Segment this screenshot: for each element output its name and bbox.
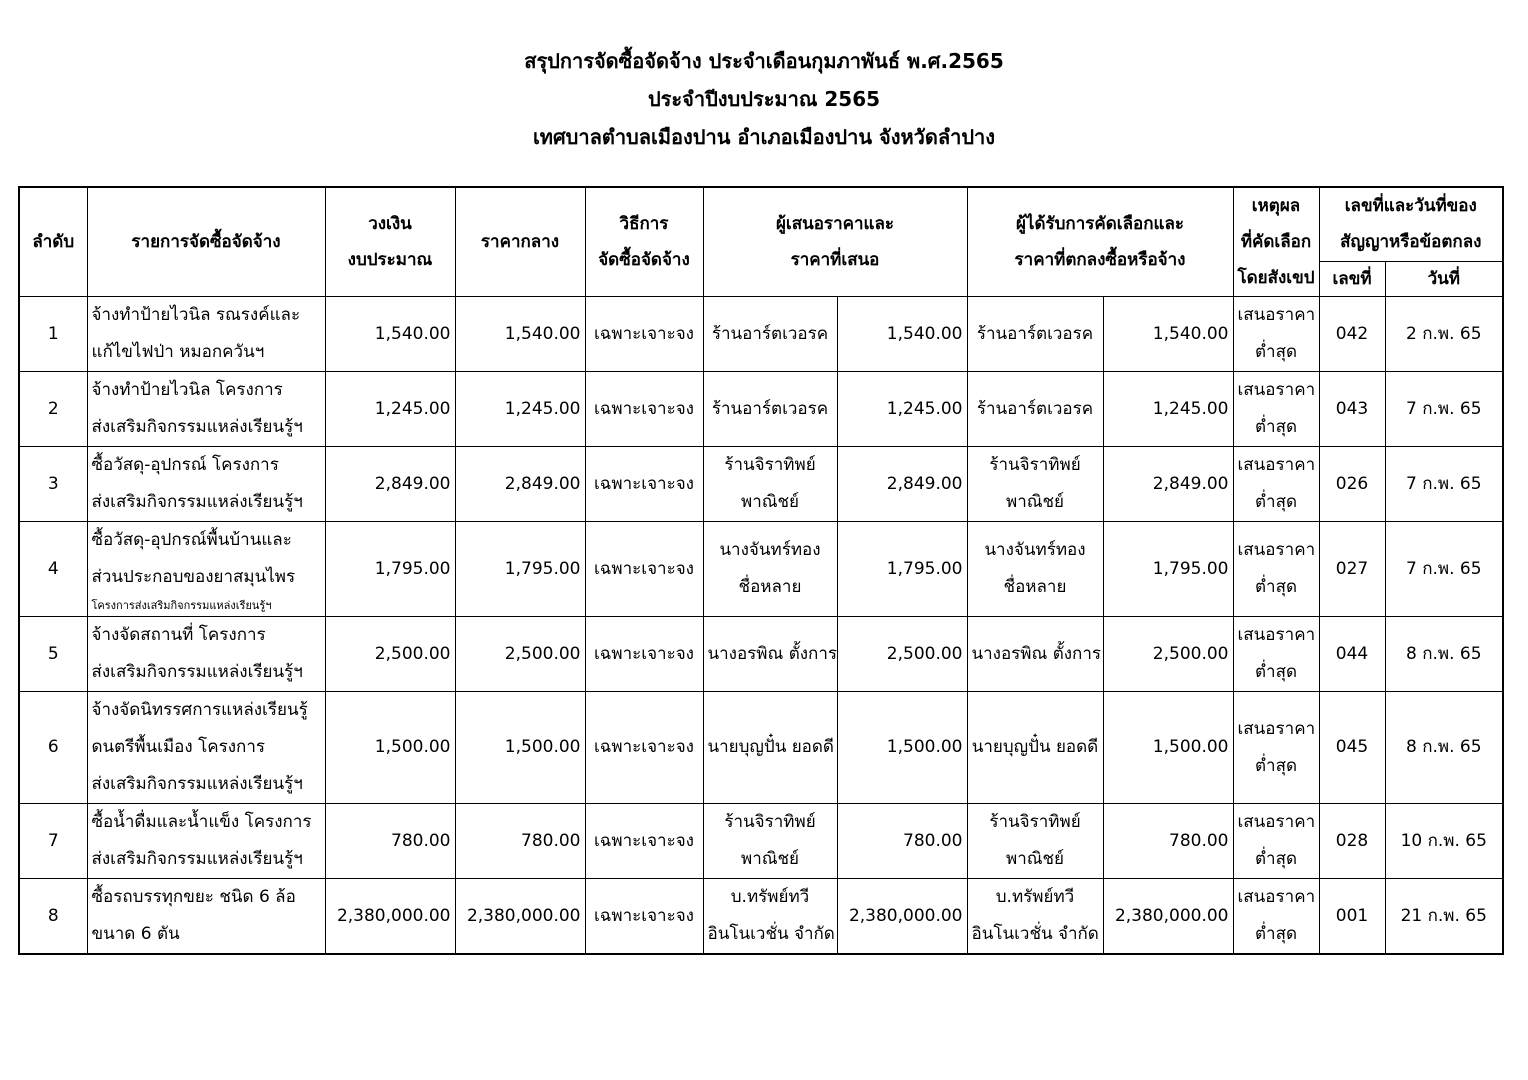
row-bidder	[703, 879, 837, 955]
table-body	[19, 297, 1503, 955]
header-contract-no: เลขที่	[1319, 261, 1385, 296]
row-item-text: ขนาด 6 ตัน	[91, 924, 180, 944]
row-bidder-text: ร้านอาร์ตเวอรค	[711, 398, 829, 419]
row-contract-no-text: 045	[1335, 737, 1369, 757]
row-bidder-text: ร้านจิราทิพย์	[724, 812, 816, 832]
row-median-price-text: 1,500.00	[504, 737, 581, 757]
row-contract-date	[1385, 297, 1503, 372]
row-winner-text: พาณิชย์	[1005, 492, 1065, 512]
row-contract-no	[1319, 447, 1385, 522]
table-row	[19, 522, 1503, 617]
row-median-price	[455, 692, 585, 804]
row-contract-no	[1319, 372, 1385, 447]
row-median-price	[455, 879, 585, 955]
row-contract-no	[1319, 692, 1385, 804]
row-reason-text: เสนอราคา	[1237, 455, 1316, 475]
table-header	[19, 187, 1503, 297]
table-row	[19, 617, 1503, 692]
row-winner-text: อินโนเวชั่น จำกัด	[971, 924, 1099, 944]
row-no	[19, 297, 87, 372]
row-item-text: จ้างทำป้ายไวนิล โครงการ	[91, 380, 283, 400]
table-row	[19, 372, 1503, 447]
row-budget-text: 2,849.00	[374, 473, 451, 494]
row-reason-text: ต่ำสุด	[1254, 492, 1297, 512]
row-item-note: โครงการส่งเสริมกิจกรรมแหล่งเรียนรู้ฯ	[91, 599, 272, 612]
row-win-price-text: 2,849.00	[1152, 473, 1229, 494]
row-winner-text: ร้านอาร์ตเวอรค	[976, 398, 1094, 419]
row-win-price-text: 780.00	[1169, 830, 1229, 851]
row-median-price-text: 2,380,000.00	[466, 905, 581, 926]
row-median-price	[455, 522, 585, 617]
row-median-price-text: 1,245.00	[504, 398, 581, 419]
row-budget-text: 2,500.00	[374, 643, 451, 664]
header-budget: วงเงิน งบประมาณ	[325, 187, 455, 297]
row-median-price-text: 1,795.00	[504, 558, 581, 579]
row-method-text: เฉพาะเจาะจง	[594, 905, 694, 926]
organization: เทศบาลตำบลเมืองปาน อำเภอเมืองปาน จังหวัดลำปาง	[532, 125, 996, 149]
row-contract-date-text: 8 ก.พ. 65	[1405, 737, 1482, 757]
row-median-price-text: 1,540.00	[504, 323, 581, 344]
row-contract-date-text: 21 ก.พ. 65	[1400, 905, 1487, 926]
row-contract-no	[1319, 297, 1385, 372]
fiscal-year: ประจำปีงบประมาณ 2565	[647, 87, 881, 111]
row-contract-date	[1385, 447, 1503, 522]
row-bid-price	[837, 297, 967, 372]
row-no	[19, 447, 87, 522]
row-winner-text: ร้านจิราทิพย์	[989, 812, 1081, 832]
row-winner	[967, 372, 1103, 447]
row-method	[585, 297, 703, 372]
row-reason-text: ต่ำสุด	[1254, 662, 1297, 682]
row-contract-date-text: 7 ก.พ. 65	[1405, 398, 1482, 419]
row-no-text: 4	[47, 558, 59, 579]
row-median-price	[455, 297, 585, 372]
row-win-price	[1103, 372, 1233, 447]
row-reason	[1233, 447, 1319, 522]
row-bidder	[703, 522, 837, 617]
row-reason-text: เสนอราคา	[1237, 625, 1316, 645]
row-winner	[967, 879, 1103, 955]
row-winner-text: บ.ทรัพย์ทวี	[995, 887, 1075, 907]
document-title: สรุปการจัดซื้อจัดจ้าง ประจำเดือนกุมภาพันธ์ พ.ศ.2565	[524, 49, 1004, 73]
row-contract-date	[1385, 692, 1503, 804]
row-method	[585, 879, 703, 955]
header-contract-date: วันที่	[1385, 261, 1503, 296]
row-contract-date-text: 7 ก.พ. 65	[1405, 558, 1482, 579]
row-no-text: 5	[47, 643, 59, 664]
row-reason	[1233, 879, 1319, 955]
row-median-price	[455, 447, 585, 522]
row-contract-no-text: 027	[1335, 558, 1369, 579]
row-item-text: ซื้อรถบรรทุกขยะ ชนิด 6 ล้อ	[91, 887, 296, 907]
row-bidder-text: นางอรพิณ ตั้งการ	[707, 643, 838, 664]
header-reason: เหตุผล ที่คัดเลือก โดยสังเขป	[1233, 187, 1319, 297]
row-bid-price-text: 2,849.00	[886, 473, 963, 494]
row-win-price-text: 2,380,000.00	[1114, 905, 1229, 926]
procurement-table	[18, 186, 1504, 955]
row-contract-date	[1385, 617, 1503, 692]
row-reason-text: เสนอราคา	[1237, 305, 1316, 325]
row-method-text: เฉพาะเจาะจง	[594, 398, 694, 419]
row-winner	[967, 692, 1103, 804]
row-winner	[967, 297, 1103, 372]
row-bid-price-text: 1,540.00	[886, 323, 963, 344]
row-bidder	[703, 617, 837, 692]
row-median-price	[455, 617, 585, 692]
row-bid-price	[837, 879, 967, 955]
row-win-price	[1103, 879, 1233, 955]
row-win-price-text: 2,500.00	[1152, 643, 1229, 664]
row-winner-text: ร้านอาร์ตเวอรค	[976, 323, 1094, 344]
row-winner-text: ชื่อหลาย	[1003, 577, 1067, 597]
row-budget-text: 780.00	[391, 830, 451, 851]
row-budget	[325, 879, 455, 955]
row-winner-text: ร้านจิราทิพย์	[989, 455, 1081, 475]
row-bidder-text: พาณิชย์	[740, 492, 800, 512]
row-win-price	[1103, 617, 1233, 692]
row-median-price-text: 2,849.00	[504, 473, 581, 494]
row-contract-date-text: 10 ก.พ. 65	[1400, 830, 1487, 851]
row-bidder	[703, 804, 837, 879]
row-winner-text: นายบุญปั๋น ยอดดี	[971, 737, 1099, 757]
row-reason-text: ต่ำสุด	[1254, 924, 1297, 944]
row-item-text: ดนตรีพื้นเมือง โครงการ	[91, 737, 265, 757]
row-median-price-text: 780.00	[521, 830, 581, 851]
row-win-price-text: 1,540.00	[1152, 323, 1229, 344]
row-budget	[325, 372, 455, 447]
row-bidder-text: พาณิชย์	[740, 849, 800, 869]
header-item: รายการจัดซื้อจัดจ้าง	[87, 187, 325, 297]
row-method	[585, 372, 703, 447]
row-no	[19, 804, 87, 879]
row-bidder-text: ชื่อหลาย	[738, 577, 802, 597]
row-no-text: 3	[47, 473, 59, 494]
row-budget-text: 1,245.00	[374, 398, 451, 419]
row-budget-text: 1,500.00	[374, 737, 451, 757]
row-item-text: ส่งเสริมกิจกรรมแหล่งเรียนรู้ฯ	[91, 417, 303, 437]
row-bidder-text: ร้านจิราทิพย์	[724, 455, 816, 475]
row-contract-no	[1319, 617, 1385, 692]
row-reason-text: เสนอราคา	[1237, 718, 1316, 739]
row-item	[87, 804, 325, 879]
row-no	[19, 879, 87, 955]
row-budget	[325, 297, 455, 372]
row-contract-no-text: 042	[1335, 323, 1369, 344]
row-bidder	[703, 297, 837, 372]
row-contract-date-text: 2 ก.พ. 65	[1405, 323, 1482, 344]
row-winner	[967, 804, 1103, 879]
row-reason-text: เสนอราคา	[1237, 812, 1316, 832]
table-row	[19, 447, 1503, 522]
table-row	[19, 804, 1503, 879]
row-item-text: ส่วนประกอบของยาสมุนไพร	[91, 567, 296, 587]
row-item-text: แก้ไขไฟป่า หมอกควันฯ	[91, 342, 265, 362]
row-item-text: ส่งเสริมกิจกรรมแหล่งเรียนรู้ฯ	[91, 492, 303, 512]
row-bid-price	[837, 692, 967, 804]
row-win-price	[1103, 297, 1233, 372]
table-row	[19, 692, 1503, 804]
row-winner	[967, 522, 1103, 617]
row-budget-text: 1,795.00	[374, 558, 451, 579]
row-budget	[325, 804, 455, 879]
row-bid-price	[837, 617, 967, 692]
row-winner-text: พาณิชย์	[1005, 849, 1065, 869]
row-reason	[1233, 297, 1319, 372]
row-item	[87, 692, 325, 804]
row-method	[585, 804, 703, 879]
row-bidder-text: บ.ทรัพย์ทวี	[730, 887, 810, 907]
row-winner	[967, 447, 1103, 522]
row-contract-no-text: 043	[1335, 398, 1369, 419]
row-reason-text: ต่ำสุด	[1254, 755, 1297, 776]
row-reason	[1233, 617, 1319, 692]
row-winner-text: นางจันทร์ทอง	[984, 540, 1086, 560]
row-bid-price-text: 2,380,000.00	[848, 905, 963, 926]
header-contract: เลขที่และวันที่ของ สัญญาหรือข้อตกลง	[1319, 187, 1503, 261]
row-bid-price	[837, 372, 967, 447]
row-budget	[325, 617, 455, 692]
row-reason	[1233, 522, 1319, 617]
row-budget	[325, 522, 455, 617]
row-budget-text: 2,380,000.00	[336, 905, 451, 926]
row-contract-no-text: 026	[1335, 473, 1369, 494]
row-bidder-text: นางจันทร์ทอง	[719, 540, 821, 560]
row-median-price	[455, 804, 585, 879]
row-bid-price-text: 2,500.00	[886, 643, 963, 664]
row-item	[87, 522, 325, 617]
row-contract-date	[1385, 522, 1503, 617]
row-contract-date	[1385, 372, 1503, 447]
row-bid-price	[837, 447, 967, 522]
row-contract-no-text: 044	[1335, 643, 1369, 664]
row-budget	[325, 447, 455, 522]
row-no-text: 8	[47, 905, 59, 926]
header-median-price: ราคากลาง	[455, 187, 585, 297]
row-bidder-text: นายบุญปั๋น ยอดดี	[707, 737, 834, 757]
row-winner	[967, 617, 1103, 692]
row-no-text: 7	[47, 830, 59, 851]
row-reason-text: เสนอราคา	[1237, 540, 1316, 560]
row-item	[87, 297, 325, 372]
row-bidder-text: ร้านอาร์ตเวอรค	[711, 323, 829, 344]
row-contract-date-text: 7 ก.พ. 65	[1405, 473, 1482, 494]
row-method-text: เฉพาะเจาะจง	[594, 737, 694, 757]
row-reason-text: ต่ำสุด	[1254, 577, 1297, 597]
row-item-text: ส่งเสริมกิจกรรมแหล่งเรียนรู้ฯ	[91, 849, 303, 869]
row-item-text: ซื้อน้ำดื่มและน้ำแข็ง โครงการ	[91, 812, 312, 832]
row-item	[87, 372, 325, 447]
row-reason	[1233, 372, 1319, 447]
row-contract-no-text: 028	[1335, 830, 1369, 851]
row-contract-date	[1385, 879, 1503, 955]
header-method: วิธีการ จัดซื้อจัดจ้าง	[585, 187, 703, 297]
row-item	[87, 447, 325, 522]
row-bidder	[703, 692, 837, 804]
row-win-price	[1103, 804, 1233, 879]
row-contract-no-text: 001	[1335, 905, 1369, 926]
row-budget-text: 1,540.00	[374, 323, 451, 344]
row-bid-price-text: 1,245.00	[886, 398, 963, 419]
row-contract-no	[1319, 804, 1385, 879]
row-item-text: จ้างทำป้ายไวนิล รณรงค์และ	[91, 305, 301, 325]
row-method-text: เฉพาะเจาะจง	[594, 323, 694, 344]
row-reason-text: ต่ำสุด	[1254, 849, 1297, 869]
row-median-price	[455, 372, 585, 447]
row-bidder-text: อินโนเวชั่น จำกัด	[707, 924, 835, 944]
row-method	[585, 447, 703, 522]
row-contract-date	[1385, 804, 1503, 879]
row-contract-no	[1319, 522, 1385, 617]
row-item-text: จ้างจัดนิทรรศการแหล่งเรียนรู้	[91, 700, 308, 720]
row-bid-price	[837, 804, 967, 879]
row-reason-text: ต่ำสุด	[1254, 342, 1297, 362]
row-method	[585, 617, 703, 692]
row-method-text: เฉพาะเจาะจง	[594, 473, 694, 494]
row-bid-price-text: 780.00	[903, 830, 963, 851]
row-item-text: จ้างจัดสถานที่ โครงการ	[91, 625, 266, 645]
row-reason	[1233, 692, 1319, 804]
row-bid-price	[837, 522, 967, 617]
row-item-text: ซื้อวัสดุ-อุปกรณ์พื้นบ้านและ	[91, 530, 292, 550]
row-win-price	[1103, 692, 1233, 804]
row-method-text: เฉพาะเจาะจง	[594, 643, 694, 664]
header-no: ลำดับ	[19, 187, 87, 297]
document-header	[0, 42, 1528, 156]
table-row	[19, 297, 1503, 372]
row-bid-price-text: 1,795.00	[886, 558, 963, 579]
row-no-text: 2	[47, 398, 59, 419]
row-win-price-text: 1,500.00	[1152, 737, 1229, 757]
header-winner: ผู้ได้รับการคัดเลือกและ ราคาที่ตกลงซื้อหรือจ้าง	[967, 187, 1233, 297]
row-no	[19, 617, 87, 692]
row-winner-text: นางอรพิณ ตั้งการ	[971, 643, 1102, 664]
row-method-text: เฉพาะเจาะจง	[594, 558, 694, 579]
row-win-price	[1103, 522, 1233, 617]
row-method	[585, 692, 703, 804]
row-no-text: 6	[47, 737, 59, 757]
row-bidder	[703, 372, 837, 447]
row-bidder	[703, 447, 837, 522]
row-method-text: เฉพาะเจาะจง	[594, 830, 694, 851]
row-win-price-text: 1,795.00	[1152, 558, 1229, 579]
row-reason-text: เสนอราคา	[1237, 887, 1316, 907]
row-win-price-text: 1,245.00	[1152, 398, 1229, 419]
row-reason-text: ต่ำสุด	[1254, 417, 1297, 437]
row-bid-price-text: 1,500.00	[886, 737, 963, 757]
header-bidder: ผู้เสนอราคาและ ราคาที่เสนอ	[703, 187, 967, 297]
row-no	[19, 372, 87, 447]
row-item	[87, 617, 325, 692]
table-row	[19, 879, 1503, 955]
row-win-price	[1103, 447, 1233, 522]
row-no	[19, 522, 87, 617]
row-median-price-text: 2,500.00	[504, 643, 581, 664]
row-reason	[1233, 804, 1319, 879]
row-item	[87, 879, 325, 955]
row-reason-text: เสนอราคา	[1237, 380, 1316, 400]
row-contract-no	[1319, 879, 1385, 955]
row-method	[585, 522, 703, 617]
row-item-text: ส่งเสริมกิจกรรมแหล่งเรียนรู้ฯ	[91, 774, 303, 794]
row-no-text: 1	[47, 323, 59, 344]
row-item-text: ส่งเสริมกิจกรรมแหล่งเรียนรู้ฯ	[91, 662, 303, 682]
row-item-text: ซื้อวัสดุ-อุปกรณ์ โครงการ	[91, 455, 279, 475]
row-no	[19, 692, 87, 804]
row-budget	[325, 692, 455, 804]
row-contract-date-text: 8 ก.พ. 65	[1405, 643, 1482, 664]
